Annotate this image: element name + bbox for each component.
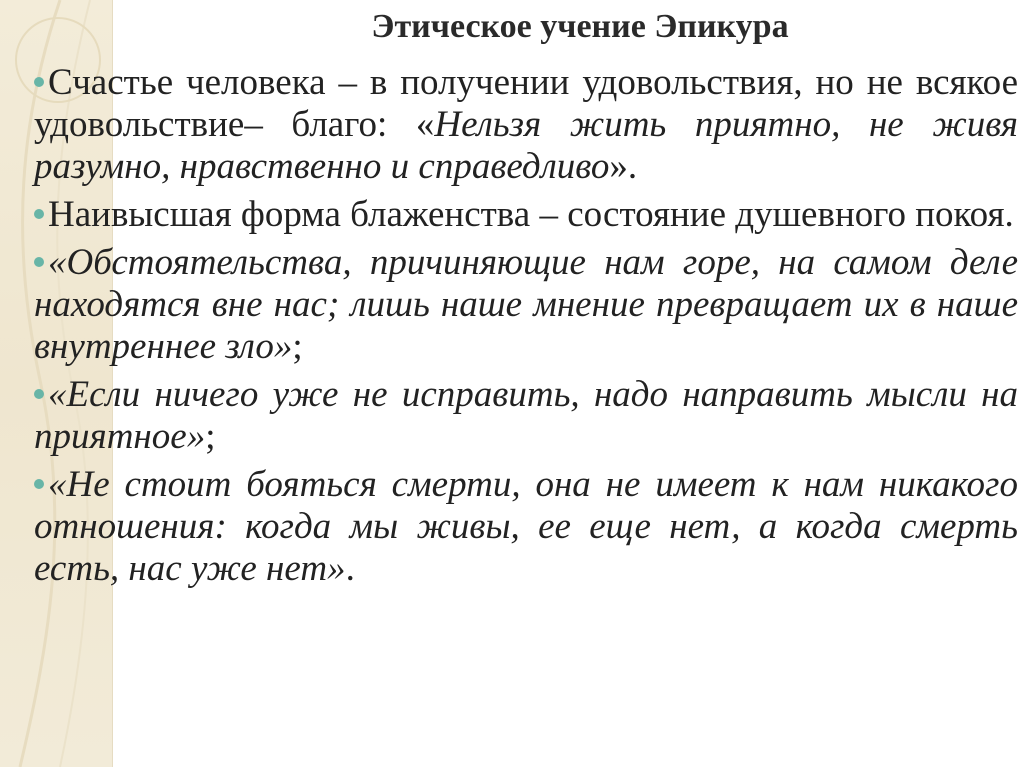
bullet-5-part-2: . xyxy=(345,548,355,589)
slide-title: Этическое учение Эпикура xyxy=(371,8,789,45)
bullet-dot-icon xyxy=(34,77,44,87)
bullet-item-4 xyxy=(34,374,1018,458)
bullet-item-5 xyxy=(34,464,1018,590)
bullet-1-part-1: Счастье человека – в получении удовольствия, но не всякое удовольствие– благо: « xyxy=(34,62,1018,145)
bullet-item-2 xyxy=(34,194,1018,236)
bullet-1-part-3: ». xyxy=(609,146,638,187)
bullet-2-part-1: Наивысшая форма блаженства – состояние душевного покоя. xyxy=(48,194,1014,235)
bullet-4-part-2: ; xyxy=(205,416,216,457)
bullet-5-part-1: «Не стоит бояться смерти, она не имеет к нам никакого отношения: когда мы живы, ее еще нет, а когда смерть есть, нас уже нет» xyxy=(34,464,1018,589)
bullet-dot-icon xyxy=(34,257,44,267)
bullet-list xyxy=(34,62,1018,596)
bullet-item-3 xyxy=(34,242,1018,368)
bullet-item-1 xyxy=(34,62,1018,188)
bullet-dot-icon xyxy=(34,389,44,399)
bullet-1-part-2: Нельзя жить приятно, не живя разумно, нравственно и справедливо xyxy=(34,104,1019,187)
bullet-4-part-1: «Если ничего уже не исправить, надо направить мысли на приятное» xyxy=(34,374,1018,457)
bullet-dot-icon xyxy=(34,479,44,489)
bullet-dot-icon xyxy=(34,209,44,219)
bullet-3-part-1: «Обстоятельства, причиняющие нам горе, на самом деле находятся вне нас; лишь наше мнение превращает их в наше внутреннее зло» xyxy=(34,242,1018,367)
bullet-3-part-2: ; xyxy=(292,326,303,367)
